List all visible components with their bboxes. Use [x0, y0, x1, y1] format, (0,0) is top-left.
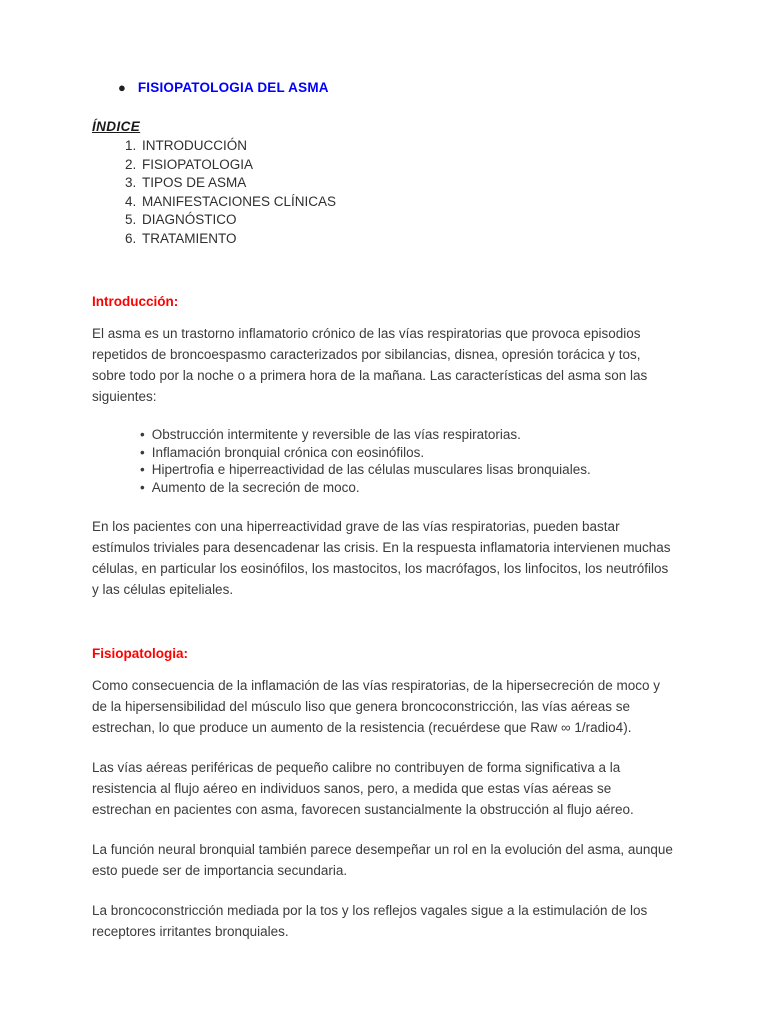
index-list [92, 137, 674, 248]
bullet-marker: • [140, 427, 145, 442]
fisio-paragraph-2: Las vías aéreas periféricas de pequeño calibre no contribuyen de forma significativa a la resistencia al flujo aéreo en individuos sanos, pero, a medida que estas vías aéreas se estrechan en pacientes con asma, favorecen sustancialmente la obstrucción al flujo aéreo. [92, 760, 634, 817]
index-item-label: TRATAMIENTO [142, 230, 237, 246]
bullet-item [140, 479, 674, 497]
index-item-label: MANIFESTACIONES CLÍNICAS [142, 193, 337, 209]
bullet-item-text: Obstrucción intermitente y reversible de las vías respiratorias. [151, 427, 521, 442]
section-heading-introduccion: Introducción: [92, 294, 179, 309]
doc-title-line [118, 80, 674, 95]
intro-paragraph-1: El asma es un trastorno inflamatorio crónico de las vías respiratorias que provoca episodios repetidos de broncoespasmo caracterizados por sibilancias, disnea, opresión torácica y tos, sobre todo por la noche o a primera hora de la mañana. Las características del asma son las siguientes: [92, 326, 648, 404]
intro-paragraph-2: En los pacientes con una hiperreactividad grave de las vías respiratorias, pueden bastar estímulos triviales para desencadenar las crisis. En la respuesta inflamatoria intervienen muchas células, en particular los eosinófilos, los mastocitos, los macrófagos, los linfocitos, los neutrófilos y las células epiteliales. [92, 519, 671, 597]
bullet-item [140, 461, 674, 479]
doc-title: FISIOPATOLOGIA DEL ASMA [137, 80, 329, 95]
index-item [140, 211, 674, 230]
bullet-item [140, 426, 674, 444]
fisio-paragraph-4: La broncoconstricción mediada por la tos y los reflejos vagales sigue a la estimulación de los receptores irritantes bronquiales. [92, 903, 648, 939]
index-item-label: TIPOS DE ASMA [142, 175, 247, 190]
index-item-label: DIAGNÓSTICO [142, 212, 237, 227]
bullet-item-text: Inflamación bronquial crónica con eosinófilos. [151, 444, 425, 460]
bullet-marker: • [140, 444, 145, 460]
index-item-label: FISIOPATOLOGIA [142, 156, 254, 172]
section-heading-fisiopatologia: Fisiopatologia: [92, 646, 188, 661]
index-item [140, 230, 674, 249]
bullet-item-text: Hipertrofia e hiperreactividad de las células musculares lisas bronquiales. [151, 462, 591, 477]
bullet-item [140, 444, 674, 462]
bullet-marker: • [140, 479, 145, 495]
index-item [140, 137, 674, 156]
index-item [140, 174, 674, 193]
index-item [140, 193, 674, 212]
intro-bullet-list [92, 426, 674, 496]
bullet-item-text: Aumento de la secreción de moco. [151, 479, 360, 495]
bullet-marker: • [140, 462, 145, 477]
fisio-paragraph-3: La función neural bronquial también parece desempeñar un rol en la evolución del asma, aunque esto puede ser de importancia secundaria. [92, 842, 673, 878]
index-item [140, 156, 674, 175]
title-bullet: ● [118, 80, 126, 95]
index-item-label: INTRODUCCIÓN [142, 138, 247, 153]
fisio-paragraph-1: Como consecuencia de la inflamación de las vías respiratorias, de la hipersecreción de moco y de la hipersensibilidad del músculo liso que genera broncoconstricción, las vías aéreas se estrechan, lo que produce un aumento de la resistencia (recuérdese que Raw ∞ 1/radio4). [92, 678, 661, 735]
index-heading: ÍNDICE [92, 119, 141, 134]
